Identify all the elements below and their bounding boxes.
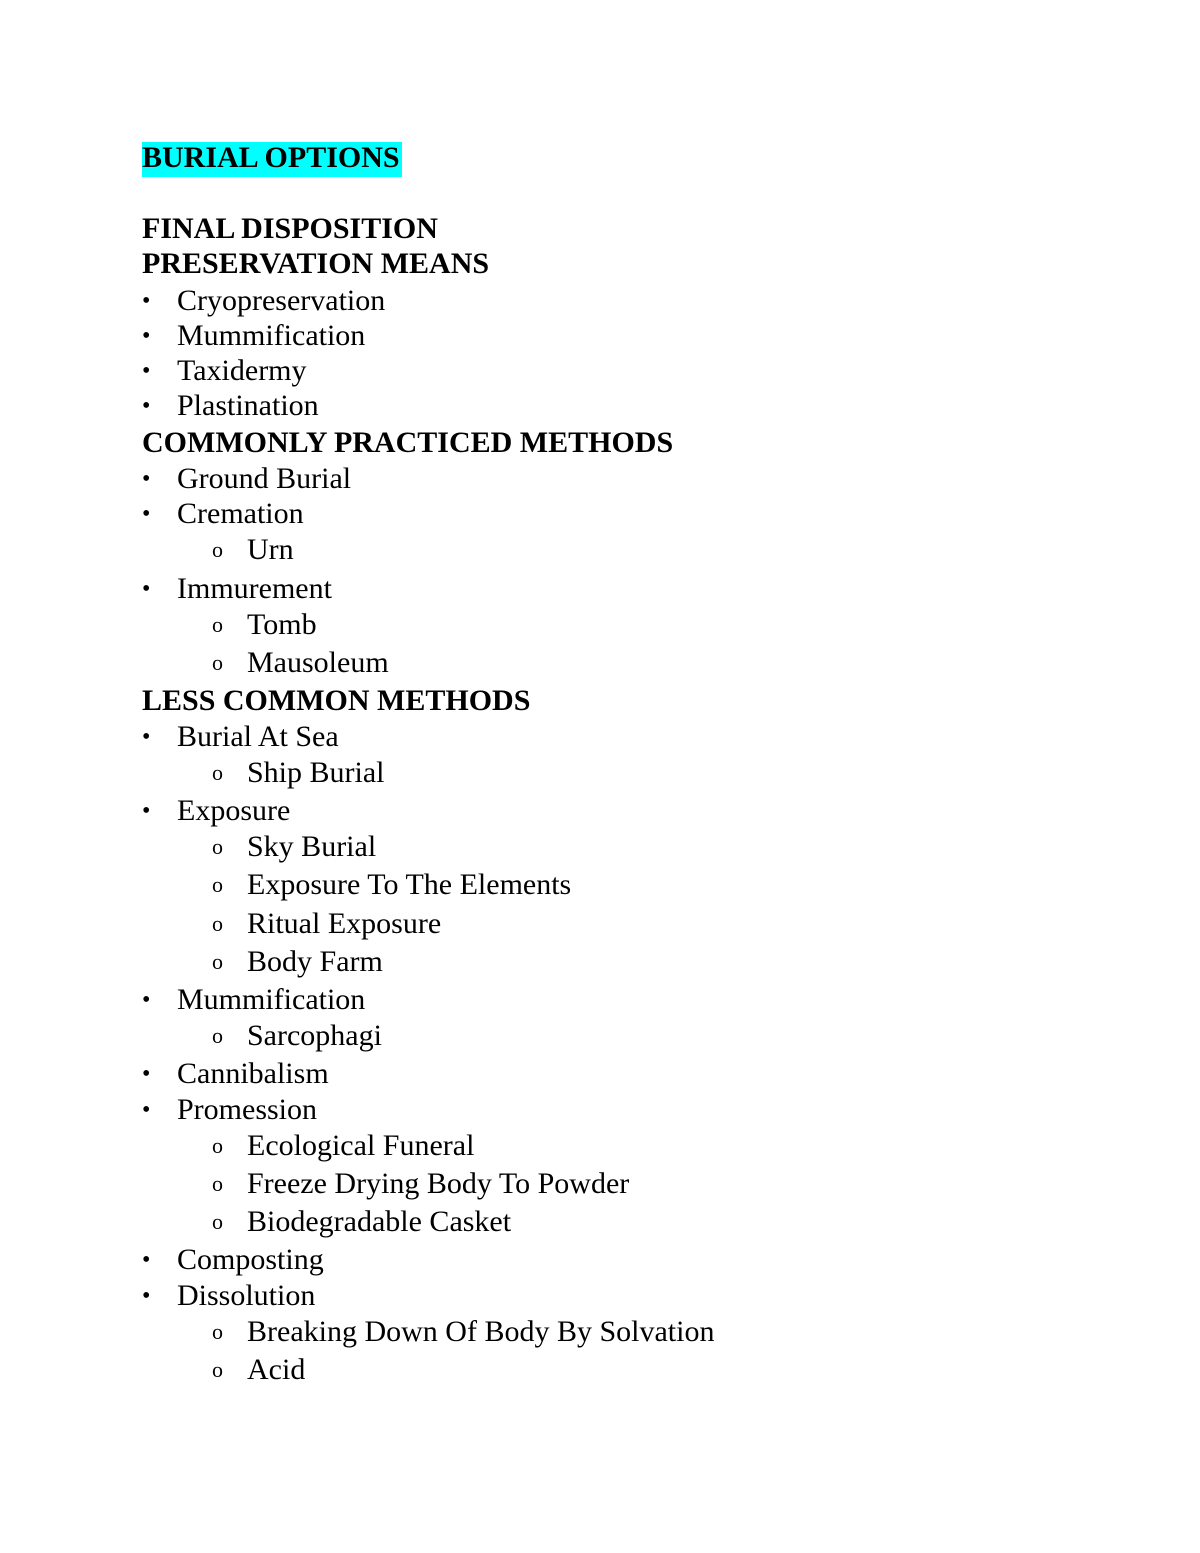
- bullet-icon: •: [142, 501, 151, 527]
- sub-list-item: [212, 648, 389, 678]
- bullet-icon: •: [142, 1247, 151, 1273]
- hollow-bullet-icon: o: [212, 1357, 223, 1382]
- sub-list-item-label: Urn: [247, 533, 294, 566]
- list-item-label: Cannibalism: [177, 1057, 329, 1090]
- sub-list-item-label: Sarcophagi: [247, 1019, 382, 1052]
- hollow-bullet-icon: o: [212, 1023, 223, 1048]
- hollow-bullet-icon: o: [212, 1319, 223, 1344]
- hollow-bullet-icon: o: [212, 1133, 223, 1158]
- sub-list-item-label: Mausoleum: [247, 646, 389, 679]
- hollow-bullet-icon: o: [212, 834, 223, 859]
- list-item: [142, 985, 365, 1015]
- list-item: [142, 1095, 317, 1125]
- bullet-icon: •: [142, 288, 151, 314]
- list-item: [142, 391, 319, 421]
- bullet-icon: •: [142, 798, 151, 824]
- sub-list-item-label: Body Farm: [247, 945, 383, 978]
- sub-list-item: [212, 909, 441, 939]
- list-item: [142, 464, 351, 494]
- bullet-icon: •: [142, 358, 151, 384]
- bullet-icon: •: [142, 1061, 151, 1087]
- sub-list-item: [212, 610, 317, 640]
- hollow-bullet-icon: o: [212, 760, 223, 785]
- sub-list-item: [212, 870, 571, 900]
- list-item: [142, 499, 304, 529]
- list-item-label: Ground Burial: [177, 462, 352, 495]
- list-item-label: Cremation: [177, 497, 304, 530]
- hollow-bullet-icon: o: [212, 650, 223, 675]
- list-item-label: Immurement: [177, 572, 332, 605]
- sub-list-item-label: Breaking Down Of Body By Solvation: [247, 1315, 715, 1348]
- sub-list-item: [212, 1355, 305, 1385]
- sub-list-item: [212, 1131, 474, 1161]
- list-item: [142, 286, 385, 316]
- list-item: [142, 1281, 315, 1311]
- sub-list-item: [212, 758, 385, 788]
- list-item: [142, 356, 307, 386]
- sub-list-item: [212, 1169, 629, 1199]
- list-item-label: Composting: [177, 1243, 324, 1276]
- bullet-icon: •: [142, 724, 151, 750]
- sub-list-item: [212, 1021, 382, 1051]
- sub-list-item: [212, 947, 383, 977]
- heading-preservation-means: PRESERVATION MEANS: [142, 247, 490, 280]
- list-item: [142, 796, 290, 826]
- list-item-label: Dissolution: [177, 1279, 316, 1312]
- sub-list-item-label: Ritual Exposure: [247, 907, 442, 940]
- hollow-bullet-icon: o: [212, 949, 223, 974]
- list-item-label: Burial At Sea: [177, 720, 339, 753]
- document-title: BURIAL OPTIONS: [142, 142, 402, 177]
- sub-list-item: [212, 1207, 511, 1237]
- sub-list-item: [212, 1317, 714, 1347]
- sub-list-item-label: Ecological Funeral: [247, 1129, 475, 1162]
- sub-list-item-label: Exposure To The Elements: [247, 868, 572, 901]
- sub-list-item: [212, 832, 376, 862]
- bullet-icon: •: [142, 393, 151, 419]
- bullet-icon: •: [142, 987, 151, 1013]
- list-item-label: Promession: [177, 1093, 318, 1126]
- list-item-label: Mummification: [177, 319, 366, 352]
- hollow-bullet-icon: o: [212, 911, 223, 936]
- list-item-label: Taxidermy: [177, 354, 307, 387]
- list-item-label: Exposure: [177, 794, 291, 827]
- hollow-bullet-icon: o: [212, 872, 223, 897]
- sub-list-item-label: Freeze Drying Body To Powder: [247, 1167, 630, 1200]
- list-item-label: Mummification: [177, 983, 366, 1016]
- hollow-bullet-icon: o: [212, 1209, 223, 1234]
- list-item-label: Plastination: [177, 389, 319, 422]
- bullet-icon: •: [142, 323, 151, 349]
- list-item: [142, 574, 332, 604]
- sub-list-item-label: Acid: [247, 1353, 306, 1386]
- hollow-bullet-icon: o: [212, 1171, 223, 1196]
- hollow-bullet-icon: o: [212, 537, 223, 562]
- bullet-icon: •: [142, 1097, 151, 1123]
- heading-final-disposition: FINAL DISPOSITION: [142, 212, 438, 245]
- list-item-label: Cryopreservation: [177, 284, 386, 317]
- hollow-bullet-icon: o: [212, 612, 223, 637]
- bullet-icon: •: [142, 466, 151, 492]
- sub-list-item-label: Sky Burial: [247, 830, 377, 863]
- sub-list-item-label: Tomb: [247, 608, 317, 641]
- bullet-icon: •: [142, 576, 151, 602]
- sub-list-item-label: Biodegradable Casket: [247, 1205, 512, 1238]
- list-item: [142, 1245, 324, 1275]
- list-item: [142, 1059, 329, 1089]
- list-item: [142, 321, 365, 351]
- bullet-icon: •: [142, 1283, 151, 1309]
- heading-commonly-practiced-methods: COMMONLY PRACTICED METHODS: [142, 426, 674, 459]
- list-item: [142, 722, 339, 752]
- sub-list-item: [212, 535, 294, 565]
- sub-list-item-label: Ship Burial: [247, 756, 385, 789]
- heading-less-common-methods: LESS COMMON METHODS: [142, 684, 531, 717]
